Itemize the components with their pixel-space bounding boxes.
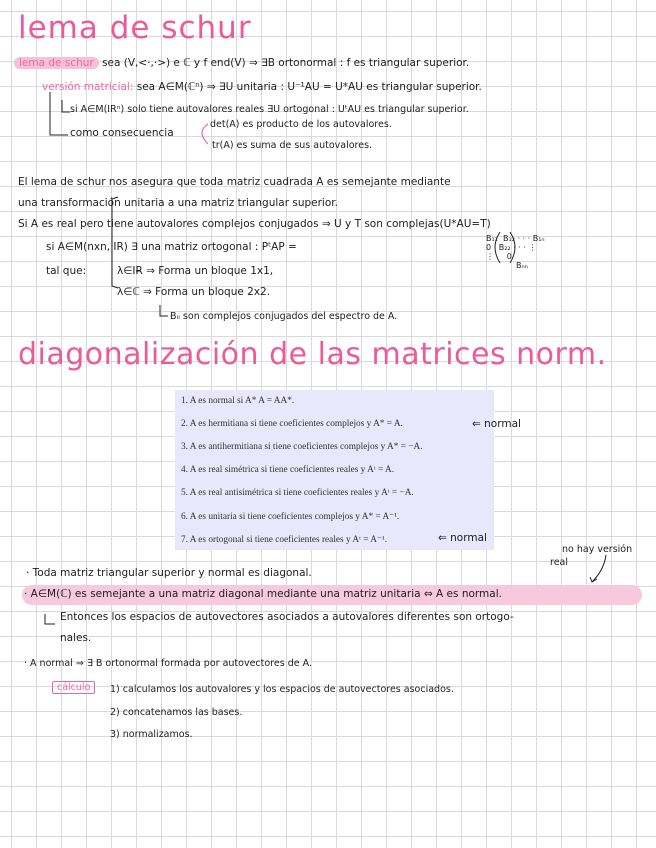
note-no-version: no hay versión [562,544,633,555]
def-item-2: 2. A es hermitiana si tiene coeficientes complejos y A* = A. [181,419,403,429]
bullet-eigenspaces-cont: nales. [60,632,92,644]
def-item-5: 5. A es real antisimétrica si tiene coeficientes reales y Aᵗ = −A. [181,488,414,498]
tal-que-label: tal que: [46,265,87,277]
det-text: det(A) es producto de los autovalores. [210,119,392,130]
calc-row [52,682,95,693]
normal-tag-2: ⇐ normal [438,532,487,544]
calc-label: cálculo [52,681,95,694]
para-lema-explained: El lema de schur nos asegura que toda matriz cuadrada A es semejante mediante [18,176,451,188]
note-real: real [550,557,569,568]
block-matrix: B₁₁ B₁₂ · · · B₁ₙ 0 B₂₂ · · · ⋮ ⋮ 0 Bₙₙ [486,234,545,270]
step-2: 2) concatenamos las bases. [110,707,243,718]
step-1: 1) calculamos los autovalores y los espacios de autovectores asociados. [110,684,454,695]
bullet-triangular-normal: · Toda matriz triangular superior y normal es diagonal. [26,567,312,579]
sub-real-eigenvalues: si A∈M(IRⁿ) solo tiene autovalores reales ∃U ortogonal : UᵗAU es triangular superior. [70,104,469,115]
para-real-complex: Si A es real pero tiene autovalores complejos conjugados ⇒ U y T son complejas(U*AU=T) [18,218,491,230]
consequence-label: como consecuencia [70,127,174,139]
bullet-eigenspaces: Entonces los espacios de autovectores asociados a autovalores diferentes son ortogo- [60,611,514,623]
version-label: versión matricial: [42,81,134,93]
def-item-7: 7. A es ortogonal si tiene coeficientes reales y Aᵗ = A⁻¹. [181,535,388,545]
title-diagonalizacion: diagonalización de las matrices norm. [18,337,607,372]
case-real: λ∈IR ⇒ Forma un bloque 1x1, [117,265,274,277]
def-item-6: 6. A es unitaria si tiene coeficientes complejos y A* = A⁻¹. [181,512,400,522]
def-item-4: 4. A es real simétrica si tiene coeficientes reales y Aᵗ = A. [181,465,395,475]
para-lema-explained-2: una transformación unitaria a una matriz triangular superior. [18,197,338,209]
bullet-normal-basis: · A normal ⇒ ∃ B ortonormal formada por autovectores de A. [24,658,312,669]
definitions-box [175,390,494,550]
para-orthogonal: si A∈M(nxn, IR) ∃ una matriz ortogonal : PᵗAP = [46,241,297,253]
bullet-unitary-normal: · A∈M(ℂ) es semejante a una matriz diagonal mediante una matriz unitaria ⇔ A es normal. [24,588,502,600]
tr-text: tr(A) es suma de sus autovalores. [212,140,373,151]
lema-tag: lema de schur [14,57,99,69]
lema-line1: sea (V,<·,·>) e ℂ y f end(V) ⇒ ∃B ortonormal : f es triangular superior. [102,57,470,69]
note-bii: Bᵢᵢ son complejos conjugados del espectro de A. [170,311,398,322]
step-3: 3) normalizamos. [110,729,193,740]
def-item-3: 3. A es antihermitiana si tiene coeficientes complejos y A* = −A. [181,442,423,452]
normal-tag-1: ⇐ normal [472,418,521,430]
def-item-1: 1. A es normal si A* A = AA*. [181,396,295,406]
case-complex: λ∈ℂ ⇒ Forma un bloque 2x2. [117,286,271,298]
version-text: sea A∈M(ℂⁿ) ⇒ ∃U unitaria : U⁻¹AU = U*AU es triangular superior. [136,81,482,93]
title-lema-de-schur: lema de schur [18,10,252,46]
